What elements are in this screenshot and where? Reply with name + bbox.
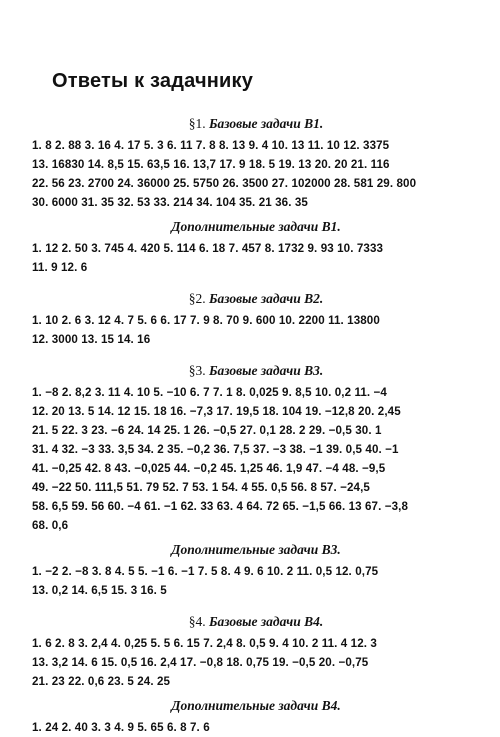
section-number: §3.: [188, 363, 206, 378]
answer-list: [32, 136, 480, 212]
answer-line: 21. 23 22. 0,6 23. 5 24. 25: [32, 675, 171, 688]
answer-line: 1. 6 2. 8 3. 2,4 4. 0,25 5. 5 6. 15 7. 2,4 8. 0,5 9. 4 10. 2 11. 4 12. 3: [32, 637, 377, 650]
answer-line: 12. 3000 13. 15 14. 16: [32, 333, 151, 346]
section-title: Дополнительные задачи B1.: [171, 219, 341, 234]
section-extra-b1: [32, 218, 480, 277]
answer-line: 1. −8 2. 8,2 3. 11 4. 10 5. −10 6. 7 7. 1 8. 0,025 9. 8,5 10. 0,2 11. −4: [32, 386, 387, 399]
section-title: Дополнительные задачи B3.: [171, 542, 341, 557]
answer-list: [32, 239, 480, 277]
section-basic-b3: [32, 362, 480, 535]
section-basic-b2: [32, 290, 480, 349]
section-title: Дополнительные задачи B4.: [171, 698, 341, 713]
section-number: §4.: [188, 614, 206, 629]
section-heading: [32, 613, 480, 631]
section-heading: [32, 541, 480, 559]
section-number: §2.: [188, 291, 206, 306]
page-title: Ответы к задачнику: [52, 70, 254, 92]
answer-line: 13. 0,2 14. 6,5 15. 3 16. 5: [32, 584, 167, 597]
answer-line: 1. 8 2. 88 3. 16 4. 17 5. 3 6. 11 7. 8 8. 13 9. 4 10. 13 11. 10 12. 3375: [32, 139, 390, 152]
section-number: §1.: [188, 116, 206, 131]
answer-line: 1. 10 2. 6 3. 12 4. 7 5. 6 6. 17 7. 9 8. 70 9. 600 10. 2200 11. 13800: [32, 314, 380, 327]
answer-line: 13. 3,2 14. 6 15. 0,5 16. 2,4 17. −0,8 18. 0,75 19. −0,5 20. −0,75: [32, 656, 369, 669]
section-title: Базовые задачи B2.: [208, 291, 324, 306]
answer-list: [32, 634, 480, 691]
answer-line: 41. −0,25 42. 8 43. −0,025 44. −0,2 45. 1,25 46. 1,9 47. −4 48. −9,5: [32, 462, 386, 475]
answer-line: 68. 0,6: [32, 519, 69, 532]
answer-list: [32, 718, 480, 737]
section-heading: [32, 697, 480, 715]
section-basic-b1: [32, 115, 480, 212]
section-heading: [32, 115, 480, 133]
section-extra-b3: [32, 541, 480, 600]
answer-line: 49. −22 50. 111,5 51. 79 52. 7 53. 1 54. 4 55. 0,5 56. 8 57. −24,5: [32, 481, 370, 494]
section-title: Базовые задачи B3.: [208, 363, 324, 378]
answer-line: 58. 6,5 59. 56 60. −4 61. −1 62. 33 63. 4 64. 72 65. −1,5 66. 13 67. −3,8: [32, 500, 409, 513]
section-heading: [32, 362, 480, 380]
answers-page: [32, 70, 480, 737]
section-basic-b4: [32, 613, 480, 691]
answer-line: 1. −2 2. −8 3. 8 4. 5 5. −1 6. −1 7. 5 8. 4 9. 6 10. 2 11. 0,5 12. 0,75: [32, 565, 379, 578]
answer-line: 1. 24 2. 40 3. 3 4. 9 5. 65 6. 8 7. 6: [32, 721, 210, 734]
answer-line: 1. 12 2. 50 3. 745 4. 420 5. 114 6. 18 7. 457 8. 1732 9. 93 10. 7333: [32, 242, 384, 255]
answer-list: [32, 562, 480, 600]
answer-list: [32, 383, 480, 535]
answer-line: 21. 5 22. 3 23. −6 24. 14 25. 1 26. −0,5 27. 0,1 28. 2 29. −0,5 30. 1: [32, 424, 382, 437]
answer-line: 22. 56 23. 2700 24. 36000 25. 5750 26. 3500 27. 102000 28. 581 29. 800: [32, 177, 417, 190]
answer-line: 31. 4 32. −3 33. 3,5 34. 2 35. −0,2 36. 7,5 37. −3 38. −1 39. 0,5 40. −1: [32, 443, 399, 456]
answer-line: 13. 16830 14. 8,5 15. 63,5 16. 13,7 17. 9 18. 5 19. 13 20. 20 21. 116: [32, 158, 390, 171]
answer-list: [32, 311, 480, 349]
section-extra-b4: [32, 697, 480, 737]
answer-line: 30. 6000 31. 35 32. 53 33. 214 34. 104 35. 21 36. 35: [32, 196, 308, 209]
answer-line: 11. 9 12. 6: [32, 261, 88, 274]
section-title: Базовые задачи B4.: [208, 614, 324, 629]
section-heading: [32, 218, 480, 236]
section-heading: [32, 290, 480, 308]
section-title: Базовые задачи B1.: [208, 116, 324, 131]
answer-line: 12. 20 13. 5 14. 12 15. 18 16. −7,3 17. 19,5 18. 104 19. −12,8 20. 2,45: [32, 405, 401, 418]
